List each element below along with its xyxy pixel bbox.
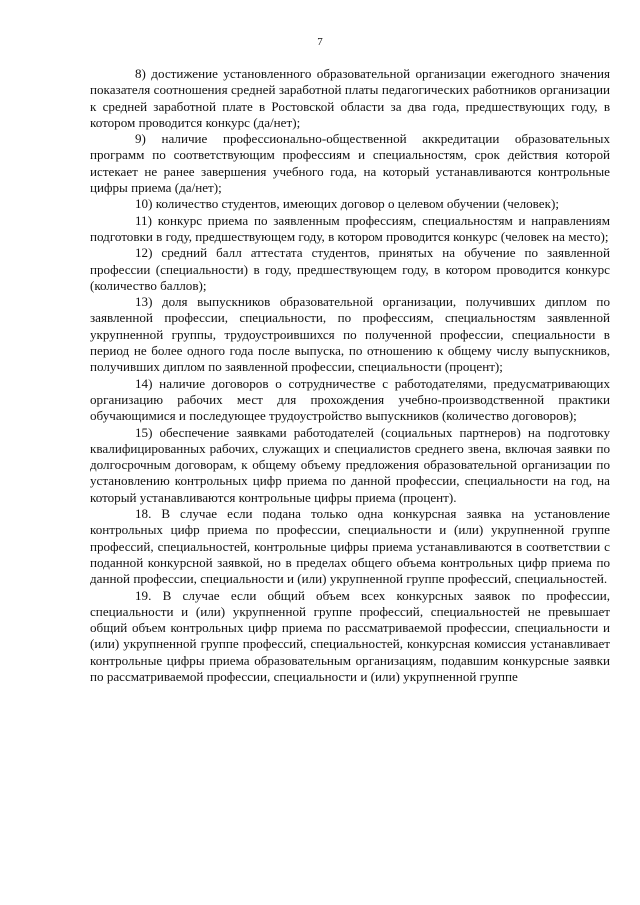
paragraph-item-15: 15) обеспечение заявками работодателей (социальных партнеров) на подготовку квалифицированных рабочих, служащих и специалистов среднего звена, включая заявки по долгосрочным договорам, к общему объему предложения образовательной организации по установлению контрольных цифр приема по данной профессии, специальности на год, на который устанавливаются контрольные цифры приема (процент). (90, 424, 610, 505)
paragraph-item-14: 14) наличие договоров о сотрудничестве с работодателями, предусматривающих организацию рабочих мест для прохождения учебно-производственной практики обучающимися и последующее трудоустройство выпускников (количество договоров); (90, 375, 610, 424)
page-number: 7 (317, 36, 323, 48)
paragraph-item-9: 9) наличие профессионально-общественной аккредитации образовательных программ по соответствующим профессиям и специальностям, срок действия которой истекает не ранее завершения учебного года, на который устанавливаются контрольные цифры приема (да/нет); (90, 131, 610, 196)
paragraph-item-13: 13) доля выпускников образовательной организации, получивших диплом по заявленной профессии, специальности, по профессиям, специальностям заявленной укрупненной группы, трудоустроившихся по полученной профессии, специальности в период не более одного года после выпуска, по отношению к общему числу выпускников, получивших диплом по заявленной профессии, специальности (процент); (90, 294, 610, 375)
paragraph-section-18: 18. В случае если подана только одна конкурсная заявка на установление контрольных цифр приема по профессии, специальности и (или) укрупненной группе профессий, специальностей, контрольные цифры приема устанавливаются в соответствии с поданной конкурсной заявкой, но в пределах общего объема контрольных цифр приема по данной профессии, специальности и (или) укрупненной группе профессий, специальностей. (90, 506, 610, 587)
document-body (90, 66, 610, 685)
paragraph-item-8: 8) достижение установленного образовательной организации ежегодного значения показателя соотношения средней заработной платы педагогических работников организации к средней заработной плате в Ростовской области за два года, предшествующих году, в котором проводится конкурс (да/нет); (90, 66, 610, 130)
paragraph-item-12: 12) средний балл аттестата студентов, принятых на обучение по заявленной профессии (специальности) в году, предшествующем году, в котором проводится конкурс (количество баллов); (90, 245, 610, 293)
paragraph-item-10: 10) количество студентов, имеющих договор о целевом обучении (человек); (135, 196, 559, 212)
paragraph-item-11: 11) конкурс приема по заявленным профессиям, специальностям и направлениям подготовки в году, предшествующем году, в котором проводится конкурс (человек на место); (90, 212, 610, 244)
paragraph-section-19: 19. В случае если общий объем всех конкурсных заявок по профессии, специальности и (или) укрупненной группе профессий, специальностей не превышает общий объем контрольных цифр приема по рассматриваемой профессии, специальности и (или) укрупненной группе профессий, специальностей, конкурсная комиссия устанавливает контрольные цифры приема образовательным организациям, подавшим конкурсные заявки по рассматриваемой профессии, специальности и (или) укрупненной группе (90, 587, 610, 684)
